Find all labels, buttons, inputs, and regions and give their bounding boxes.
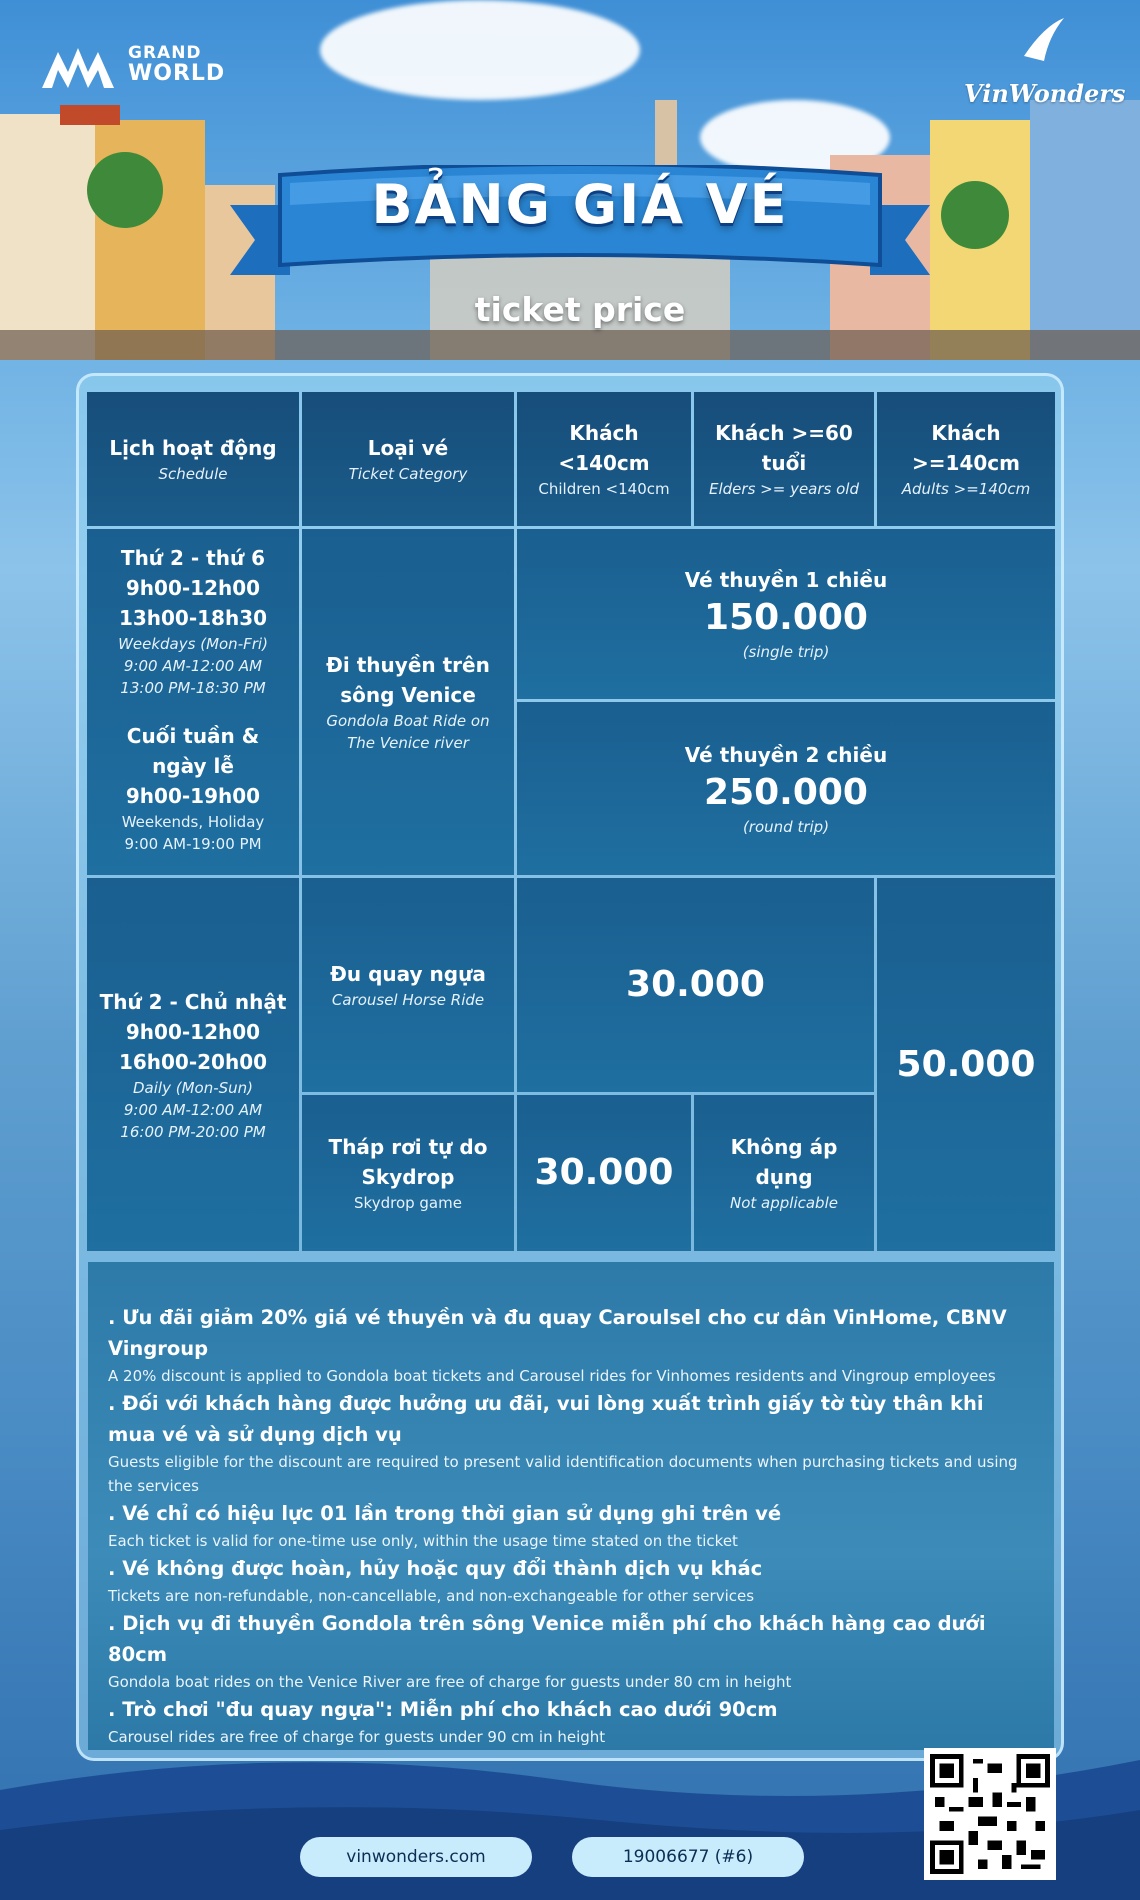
note-en: A 20% discount is applied to Gondola boat tickets and Carousel rides for Vinhomes residents and Vingroup employees — [108, 1367, 996, 1385]
skydrop-en: Skydrop game — [354, 1194, 462, 1212]
note-vi: . Đối với khách hàng được hưởng ưu đãi, vui lòng xuất trình giấy tờ tùy thân khi mua vé và sử dụng dịch vụ — [108, 1392, 984, 1446]
skydrop-elder-en: Not applicable — [730, 1194, 838, 1212]
note-vi: . Dịch vụ đi thuyền Gondola trên sông Venice miễn phí cho khách hàng cao dưới 80cm — [108, 1612, 986, 1666]
single-trip-price: 150.000 — [704, 597, 868, 638]
banner-subtitle: ticket price — [474, 290, 686, 329]
hotline-text: 19006677 (#6) — [622, 1847, 754, 1867]
note-vi: . Ưu đãi giảm 20% giá vé thuyền và đu quay Caroulsel cho cư dân VinHome, CBNV Vingroup — [108, 1306, 1007, 1360]
skydrop-child-price-cell — [517, 1095, 691, 1251]
carousel-price-cell — [517, 878, 874, 1092]
header-elders-en: Elders >= years old — [709, 480, 859, 498]
gondola-category-en1: Gondola Boat Ride on — [326, 712, 490, 730]
note-vi: . Trò chơi "đu quay ngựa": Miễn phí cho khách cao dưới 90cm — [108, 1698, 778, 1721]
grand-world-mark-icon — [42, 42, 120, 88]
note-item — [88, 1388, 1054, 1498]
daily-en2: 9:00 AM-12:00 AM — [123, 1100, 263, 1119]
weekend-en2: 9:00 AM-19:00 PM — [124, 835, 262, 853]
header-children-en: Children <140cm — [538, 480, 670, 498]
header-schedule-vi: Lịch hoạt động — [109, 436, 277, 460]
header-category-vi: Loại vé — [367, 436, 449, 460]
grand-world-line2: WORLD — [128, 61, 226, 87]
daily-en1: Daily (Mon-Sun) — [133, 1078, 253, 1097]
daily-time2: 16h00-20h00 — [118, 1049, 268, 1074]
note-item — [88, 1302, 1054, 1388]
weekend-en1: Weekends, Holiday — [121, 813, 265, 831]
banner-title: BẢNG GIÁ VÉ — [371, 173, 789, 236]
header-schedule-en: Schedule — [158, 465, 228, 483]
weekend-title1: Cuối tuần & — [126, 724, 260, 748]
daily-title: Thứ 2 - Chủ nhật — [99, 989, 287, 1014]
skydrop-category-cell — [302, 1095, 514, 1251]
single-trip-en: (single trip) — [742, 643, 830, 661]
weekday-en1: Weekdays (Mon-Fri) — [118, 635, 268, 653]
skydrop-vi2: Skydrop — [361, 1165, 455, 1189]
carousel-vi: Đu quay ngựa — [330, 962, 486, 986]
vinwonders-wordmark: VinWonders — [964, 79, 1126, 108]
carousel-price: 30.000 — [626, 964, 765, 1005]
header-adults — [877, 392, 1055, 526]
qr-code-icon — [930, 1754, 1050, 1874]
qr-code[interactable] — [924, 1748, 1056, 1880]
grand-world-line1: GRAND — [128, 42, 202, 63]
round-trip-label: Vé thuyền 2 chiều — [684, 742, 888, 767]
single-trip-label: Vé thuyền 1 chiều — [684, 568, 888, 592]
carousel-category-cell — [302, 878, 514, 1092]
gondola-category-vi2: sông Venice — [340, 683, 476, 707]
gondola-category-cell — [302, 529, 514, 875]
note-vi: . Vé không được hoàn, hủy hoặc quy đổi thành dịch vụ khác — [108, 1557, 763, 1580]
weekday-en2: 9:00 AM-12:00 AM — [123, 657, 263, 675]
weekday-en3: 13:00 PM-18:30 PM — [120, 679, 266, 697]
gondola-category-vi1: Đi thuyền trên — [326, 653, 490, 677]
header-category-en: Ticket Category — [348, 465, 468, 483]
weekday-time1: 9h00-12h00 — [125, 576, 261, 600]
skydrop-elder-vi2: dụng — [755, 1165, 813, 1189]
weekend-time: 9h00-19h00 — [125, 784, 261, 808]
skydrop-elder-vi1: Không áp — [730, 1135, 838, 1159]
website-text: vinwonders.com — [346, 1847, 486, 1867]
grand-world-logo — [42, 42, 225, 88]
header-adults-en: Adults >=140cm — [901, 480, 1031, 498]
note-item — [88, 1608, 1054, 1694]
title-banner — [230, 165, 930, 329]
header-elders-vi: Khách >=60 tuổi — [715, 421, 853, 475]
note-en: Guests eligible for the discount are required to present valid identification documents when purchasing tickets and using the services — [108, 1453, 1018, 1495]
gondola-schedule-cell — [87, 529, 299, 875]
skydrop-vi1: Tháp rơi tự do — [328, 1135, 488, 1159]
header-children-vi: Khách <140cm — [558, 421, 650, 475]
gondola-round-trip-cell — [517, 702, 1055, 875]
weekday-title: Thứ 2 - thứ 6 — [120, 546, 266, 570]
vinwonders-logo — [964, 16, 1126, 108]
note-en: Tickets are non-refundable, non-cancellable, and non-exchangeable for other services — [108, 1587, 755, 1605]
round-trip-price: 250.000 — [704, 771, 868, 813]
weekend-title2: ngày lễ — [152, 754, 234, 778]
note-vi: . Vé chỉ có hiệu lực 01 lần trong thời gian sử dụng ghi trên vé — [108, 1502, 782, 1525]
notes-box — [88, 1262, 1054, 1750]
header-elders — [694, 392, 874, 526]
gondola-category-en2: The Venice river — [347, 734, 469, 752]
adult-price: 50.000 — [896, 1043, 1036, 1085]
gondola-single-trip-cell — [517, 529, 1055, 699]
skydrop-elder-cell — [694, 1095, 874, 1251]
header-adults-vi: Khách >=140cm — [912, 421, 1020, 475]
note-en: Carousel rides are free of charge for guests under 90 cm in height — [108, 1728, 606, 1746]
header-schedule — [87, 392, 299, 526]
cloud — [320, 0, 640, 100]
skydrop-child-price: 30.000 — [534, 1152, 674, 1193]
note-item — [88, 1498, 1054, 1553]
daily-schedule-cell — [87, 878, 299, 1251]
header-category — [302, 392, 514, 526]
note-en: Each ticket is valid for one-time use only, within the usage time stated on the ticket — [108, 1532, 738, 1550]
header-children — [517, 392, 691, 526]
adult-price-cell — [877, 878, 1055, 1251]
seagull-icon — [1014, 16, 1074, 76]
daily-time1: 9h00-12h00 — [125, 1019, 261, 1044]
carousel-en: Carousel Horse Ride — [331, 991, 485, 1009]
note-item — [88, 1553, 1054, 1608]
round-trip-en: (round trip) — [742, 817, 830, 836]
website-link[interactable] — [300, 1837, 532, 1877]
weekday-time2: 13h00-18h30 — [118, 606, 268, 630]
note-en: Gondola boat rides on the Venice River are free of charge for guests under 80 cm in height — [108, 1673, 792, 1691]
hotline-link[interactable] — [572, 1837, 804, 1877]
daily-en3: 16:00 PM-20:00 PM — [120, 1122, 266, 1141]
